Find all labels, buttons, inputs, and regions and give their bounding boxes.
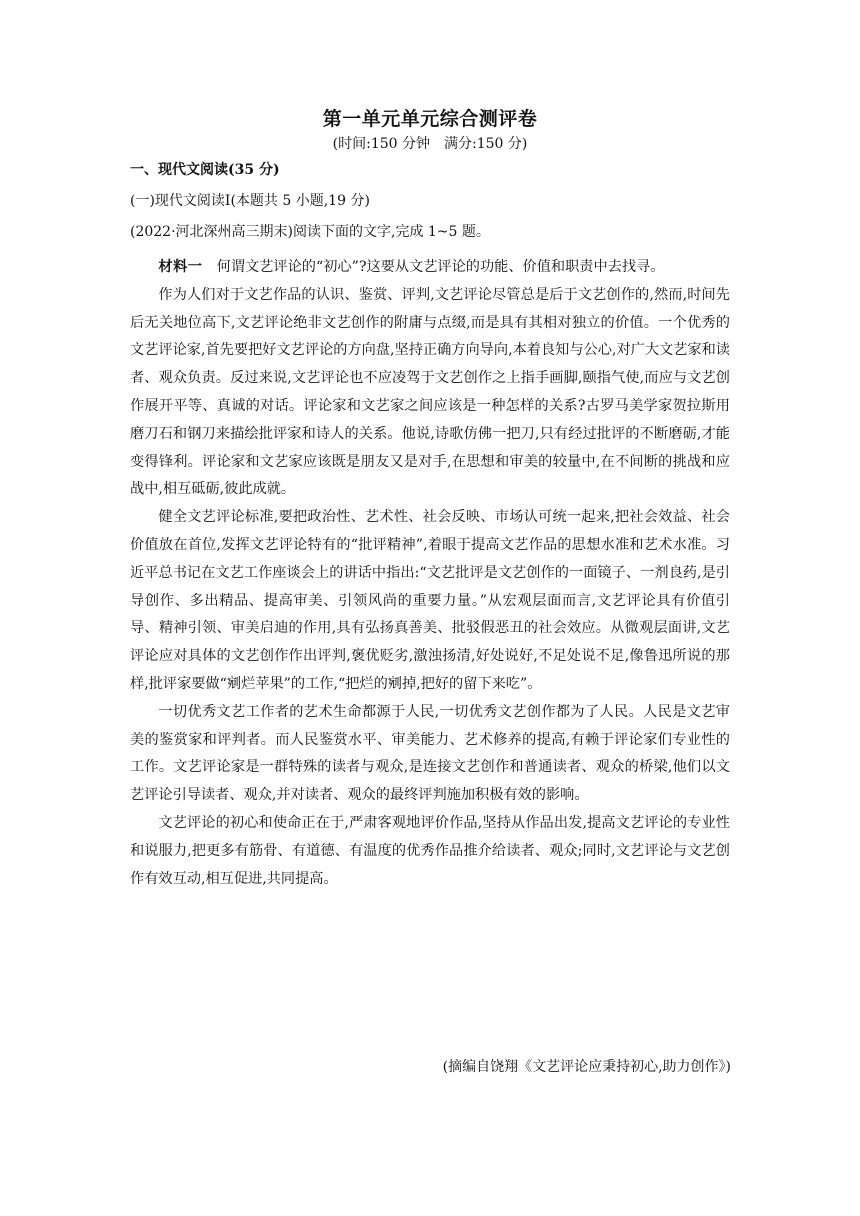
paragraph: 作为人们对于文艺作品的认识、鉴赏、评判,文艺评论尽管总是后于文艺创作的,然而,时间先后无关地位高下,文艺评论绝非文艺创作的附庸与点缀,而是具有其相对独立的价值。一个优秀的文艺评论家,首先要把好文艺评论的方向盘,坚持正确方向导向,本着良知与公心,对广大文艺家和读者、观众负责。反过来说,文艺评论也不应凌驾于文艺创作之上指手画脚,颐指气使,而应与文艺创作展开平等、真诚的对话。评论家和文艺家之间应该是一种怎样的关系?古罗马美学家贺拉斯用磨刀石和钢刀来描绘批评家和诗人的关系。他说,诗歌仿佛一把刀,只有经过批评的不断磨砺,才能变得锋利。评论家和文艺家应该既是朋友又是对手,在思想和审美的较量中,在不间断的挑战和应战中,相互砥砺,彼此成就。 [130, 286, 730, 498]
paragraph: 健全文艺评论标准,要把政治性、艺术性、社会反映、市场认可统一起来,把社会效益、社会价值放在首位,发挥文艺评论特有的“批评精神”,着眼于提高文艺作品的思想水准和艺术水准。习近平总书记在文艺工作座谈会上的讲话中指出:“文艺批评是文艺创作的一面镜子、一剂良药,是引导创作、多出精品、提高审美、引领风尚的重要力量。”从宏观层面而言,文艺评论具有价值引导、精神引领、审美启迪的作用,具有弘扬真善美、批驳假恶丑的社会效应。从微观层面讲,文艺评论应对具体的文艺创作作出评判,褒优贬劣,激浊扬清,好处说好,不足处说不足,像鲁迅所说的那样,批评家要做“剜烂苹果”的工作,“把烂的剜掉,把好的留下来吃”。 [130, 509, 730, 692]
paragraph: 一切优秀文艺工作者的艺术生命都源于人民,一切优秀文艺创作都为了人民。人民是文艺审美的鉴赏家和评判者。而人民鉴赏水平、审美能力、艺术修养的提高,有赖于评论家们专业性的工作。文艺评论家是一群特殊的读者与观众,是连接文艺创作和普通读者、观众的桥梁,他们以文艺评论引导读者、观众,并对读者、观众的最终评判施加积极有效的影响。 [130, 703, 730, 804]
paragraph [130, 254, 730, 282]
passage-body [130, 254, 730, 893]
material-label: 材料一 [158, 259, 203, 275]
exam-info: (时间:150 分钟 满分:150 分) [332, 136, 528, 152]
paragraph-text: 何谓文艺评论的“初心”?这要从文艺评论的功能、价值和职责中去找寻。 [216, 259, 665, 275]
source-citation: (摘编自饶翔《文艺评论应秉持初心,助力创作》) [442, 1059, 731, 1075]
document-title: 第一单元单元综合测评卷 [322, 108, 538, 130]
instruction-line: (2022·河北深州高三期末)阅读下面的文字,完成 1~5 题。 [130, 224, 490, 240]
subsection-heading: (一)现代文阅读Ⅰ(本题共 5 小题,19 分) [130, 193, 370, 209]
section-heading: 一、现代文阅读(35 分) [130, 162, 280, 178]
paragraph: 文艺评论的初心和使命正在于,严肃客观地评价作品,坚持从作品出发,提高文艺评论的专业性和说服力,把更多有筋骨、有道德、有温度的优秀作品推介给读者、观众;同时,文艺评论与文艺创作有效互动,相互促进,共同提高。 [130, 814, 730, 887]
